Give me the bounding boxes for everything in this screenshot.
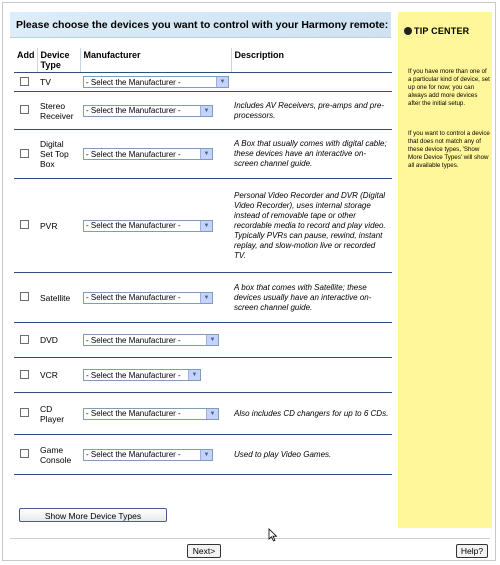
- device-table: [14, 48, 392, 475]
- device-name: DVD: [37, 323, 80, 358]
- device-description: Personal Video Recorder and DVR (Digital Video Recorder), uses internal storage instead of removable tape or other recordable media to record and play video. Typically PVRs can pause, rewind, instant replay, and slow-motion live or recorded TV.: [231, 179, 392, 273]
- device-description: Includes AV Receivers, pre-amps and pre-processors.: [231, 92, 392, 130]
- table-row: [14, 179, 392, 273]
- device-name: VCR: [37, 358, 80, 393]
- device-name: Game Console: [37, 435, 80, 475]
- device-description: [231, 73, 392, 92]
- table-row: [14, 358, 392, 393]
- device-description: Also includes CD changers for up to 6 CDs.: [231, 393, 392, 435]
- table-row: [14, 92, 392, 130]
- select-value: - Select the Manufacturer -: [86, 221, 181, 230]
- add-satellite-checkbox[interactable]: [20, 292, 29, 301]
- manufacturer-select-vcr[interactable]: [83, 369, 201, 381]
- add-tv-checkbox[interactable]: [20, 77, 29, 86]
- manufacturer-select-dvd[interactable]: [83, 334, 219, 346]
- tip-center-title: [404, 26, 469, 36]
- select-value: - Select the Manufacturer -: [86, 149, 181, 159]
- device-name: Satellite: [37, 273, 80, 323]
- select-value: - Select the Manufacturer -: [86, 409, 181, 418]
- chevron-down-icon: ▼: [200, 450, 212, 460]
- device-name: CD Player: [37, 393, 80, 435]
- select-value: - Select the Manufacturer -: [86, 335, 181, 345]
- chevron-down-icon: ▼: [200, 293, 212, 303]
- tip-center-heading: TIP CENTER: [414, 26, 470, 36]
- chevron-down-icon: ▼: [206, 335, 218, 345]
- manufacturer-select-tv[interactable]: [83, 76, 229, 88]
- add-stereo-receiver-checkbox[interactable]: [20, 105, 29, 114]
- chevron-down-icon: ▼: [188, 370, 200, 380]
- add-game-console-checkbox[interactable]: [20, 449, 29, 458]
- add-dvd-checkbox[interactable]: [20, 335, 29, 344]
- device-description: [231, 323, 392, 358]
- table-header-row: [14, 48, 392, 73]
- select-value: - Select the Manufacturer -: [86, 450, 181, 459]
- manufacturer-select-pvr[interactable]: [83, 220, 213, 232]
- device-name: PVR: [37, 179, 80, 273]
- manufacturer-select-satellite[interactable]: [83, 292, 213, 304]
- select-value: - Select the Manufacturer -: [86, 106, 181, 115]
- header-description: Description: [231, 48, 392, 73]
- device-description: Used to play Video Games.: [231, 435, 392, 475]
- select-value: - Select the Manufacturer -: [86, 77, 181, 87]
- next-button[interactable]: Next>: [187, 544, 221, 558]
- device-description: A Box that usually comes with digital cable; these devices have an interactive on-screen channel guide.: [231, 130, 392, 179]
- table-row: [14, 393, 392, 435]
- bullet-icon: [404, 27, 412, 35]
- device-name: Stereo Receiver: [37, 92, 80, 130]
- tip-paragraph-1: If you have more than one of a particular kind of device, set up one for now; you can always add more devices after the initial setup.: [408, 68, 490, 107]
- show-more-device-types-button[interactable]: Show More Device Types: [19, 508, 167, 522]
- select-value: - Select the Manufacturer -: [86, 370, 181, 380]
- help-button[interactable]: Help?: [456, 544, 488, 558]
- select-value: - Select the Manufacturer -: [86, 293, 181, 302]
- page-title: Please choose the devices you want to control with your Harmony remote:: [10, 12, 391, 38]
- chevron-down-icon: ▼: [200, 149, 212, 159]
- header-add: Add: [14, 48, 37, 73]
- table-row: [14, 73, 392, 92]
- chevron-down-icon: ▼: [216, 77, 228, 87]
- header-device-type: Device Type: [37, 48, 80, 73]
- table-row: [14, 273, 392, 323]
- tip-paragraph-2: If you want to control a device that does not match any of these device types, 'Show More Device Types' will show all available types.: [408, 130, 490, 169]
- manufacturer-select-digital-set-top-box[interactable]: [83, 148, 213, 160]
- table-row: [14, 323, 392, 358]
- divider: [10, 538, 490, 539]
- mouse-pointer-icon: [268, 528, 278, 542]
- device-name: TV: [37, 73, 80, 92]
- add-cd-player-checkbox[interactable]: [20, 408, 29, 417]
- add-digital-set-top-box-checkbox[interactable]: [20, 149, 29, 158]
- chevron-down-icon: ▼: [200, 221, 212, 231]
- manufacturer-select-stereo-receiver[interactable]: [83, 105, 213, 117]
- add-pvr-checkbox[interactable]: [20, 220, 29, 229]
- table-row: [14, 435, 392, 475]
- device-name: Digital Set Top Box: [37, 130, 80, 179]
- device-description: A box that comes with Satellite; these devices usually have an interactive on-screen channel guide.: [231, 273, 392, 323]
- tip-center-panel: [398, 12, 492, 528]
- add-vcr-checkbox[interactable]: [20, 370, 29, 379]
- chevron-down-icon: ▼: [206, 409, 218, 419]
- manufacturer-select-cd-player[interactable]: [83, 408, 219, 420]
- manufacturer-select-game-console[interactable]: [83, 449, 213, 461]
- device-description: [231, 358, 392, 393]
- header-manufacturer: Manufacturer: [80, 48, 231, 73]
- chevron-down-icon: ▼: [200, 106, 212, 116]
- table-row: [14, 130, 392, 179]
